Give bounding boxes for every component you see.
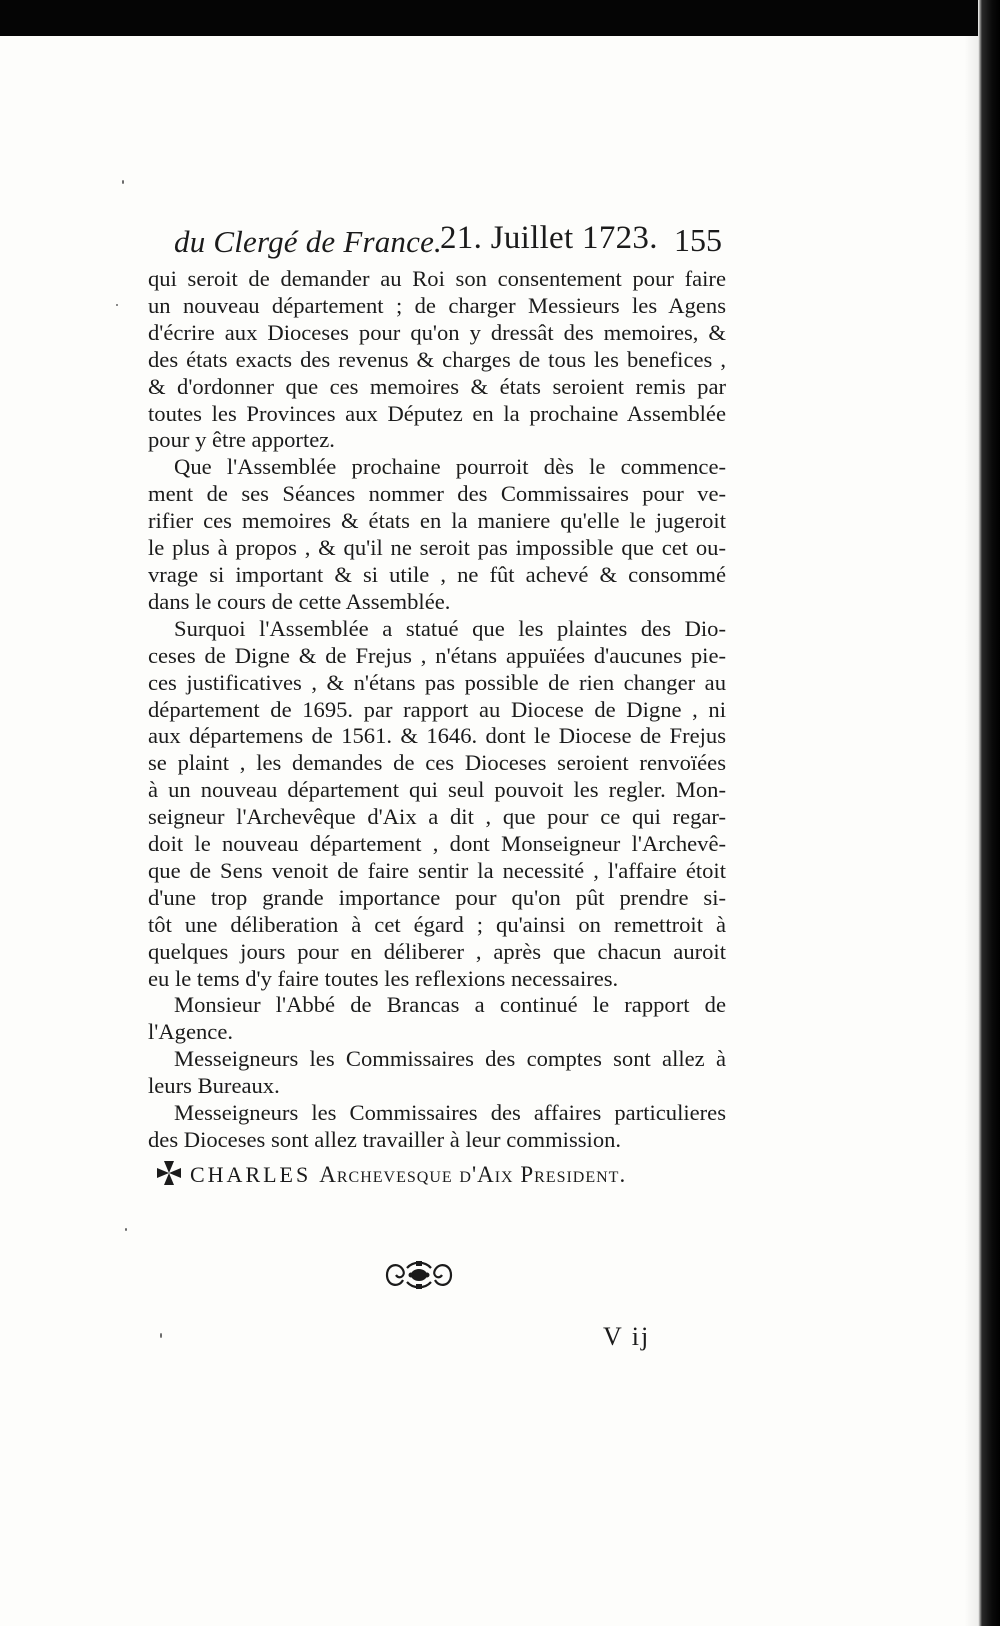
text-line: & d'ordonner que ces memoires & états seroient remis par [148, 373, 726, 399]
cross-pattee-icon [156, 1160, 182, 1186]
text-line: seigneur l'Archevêque d'Aix a dit , que pour ce qui regar- [148, 804, 726, 830]
text-line: Que l'Assemblée prochaine pourroit dès le commence- [174, 454, 726, 480]
printer-ornament-icon [383, 1258, 455, 1292]
running-head [148, 214, 726, 266]
text-line: toutes les Provinces aux Députez en la prochaine Assemblée [148, 400, 726, 426]
text-line: quelques jours pour en déliberer , après que chacun auroit [148, 938, 726, 964]
text-line: Messeigneurs les Commissaires des affaires particulieres [174, 1100, 726, 1126]
page-number: 155 [674, 222, 722, 258]
text-line: pour y être apportez. [148, 427, 335, 453]
signature-title: Archevesque d'Aix President. [319, 1161, 627, 1187]
text-line: l'Agence. [148, 1019, 233, 1045]
text-line: un nouveau département ; de charger Messieurs les Agens [148, 292, 726, 318]
running-head-title: du Clergé de France. [174, 224, 442, 259]
printed-page [148, 214, 726, 1190]
text-line: se plaint , les demandes de ces Dioceses seroient renvoïées [148, 750, 726, 776]
signature-mark: V ij [603, 1322, 651, 1351]
text-line: ceses de Digne & de Frejus , n'étans appuïées d'aucunes pie- [148, 642, 726, 668]
text-line: aux départemens de 1561. & 1646. dont le Diocese de Frejus [148, 723, 726, 749]
text-line: ces justificatives , & n'étans pas possible de rien changer au [148, 669, 726, 695]
text-line: vrage si important & si utile , ne fût achevé & consommé [148, 561, 726, 587]
signature-line [148, 1156, 726, 1190]
text-line: eu le tems d'y faire toutes les reflexions necessaires. [148, 965, 619, 991]
text-line: des états exacts des revenus & charges de tous les benefices , [148, 346, 726, 372]
text-line: d'écrire aux Dioceses pour qu'on y dressât des memoires, & [148, 319, 726, 345]
text-line: Surquoi l'Assemblée a statué que les plaintes des Dio- [174, 615, 726, 641]
text-line: département de 1695. par rapport au Diocese de Digne , ni [148, 696, 726, 722]
text-line: Monsieur l'Abbé de Brancas a continué le rapport de [174, 992, 726, 1018]
scan-speck [122, 180, 124, 184]
text-line: le plus à propos , & qu'il ne seroit pas impossible que cet ou- [148, 535, 726, 561]
scan-right-border [978, 0, 1000, 1626]
text-line: que de Sens venoit de faire sentir la necessité , l'affaire étoit [148, 857, 726, 883]
text-line: Messeigneurs les Commissaires des comptes sont allez à [174, 1046, 726, 1072]
text-line: rifier ces memoires & états en la maniere qu'elle le jugeroit [148, 508, 726, 534]
scan-speck [160, 1333, 162, 1338]
text-line: d'une trop grande importance pour qu'on pût prendre si- [148, 884, 726, 910]
text-line: leurs Bureaux. [148, 1073, 280, 1099]
text-line: ment de ses Séances nommer des Commissaires pour ve- [148, 481, 726, 507]
gutter-shadow [964, 36, 978, 1626]
text-line: dans le cours de cette Assemblée. [148, 588, 451, 614]
text-line: des Dioceses sont allez travailler à leur commission. [148, 1127, 622, 1152]
scan-top-border [0, 0, 1000, 36]
signature-name: CHARLES [190, 1161, 312, 1187]
body-text [148, 266, 726, 1154]
text-line: qui seroit de demander au Roi son consentement pour faire [148, 266, 726, 291]
text-line: doit le nouveau département , dont Monseigneur l'Archevê- [148, 831, 726, 857]
scan-speck [125, 1228, 127, 1231]
text-line: à un nouveau département qui seul pouvoit les regler. Mon- [148, 777, 726, 803]
scan-speck [116, 304, 118, 306]
text-line: tôt une déliberation à cet égard ; qu'ainsi on remettroit à [148, 911, 726, 937]
running-head-date: 21. Juillet 1723. [440, 220, 658, 256]
